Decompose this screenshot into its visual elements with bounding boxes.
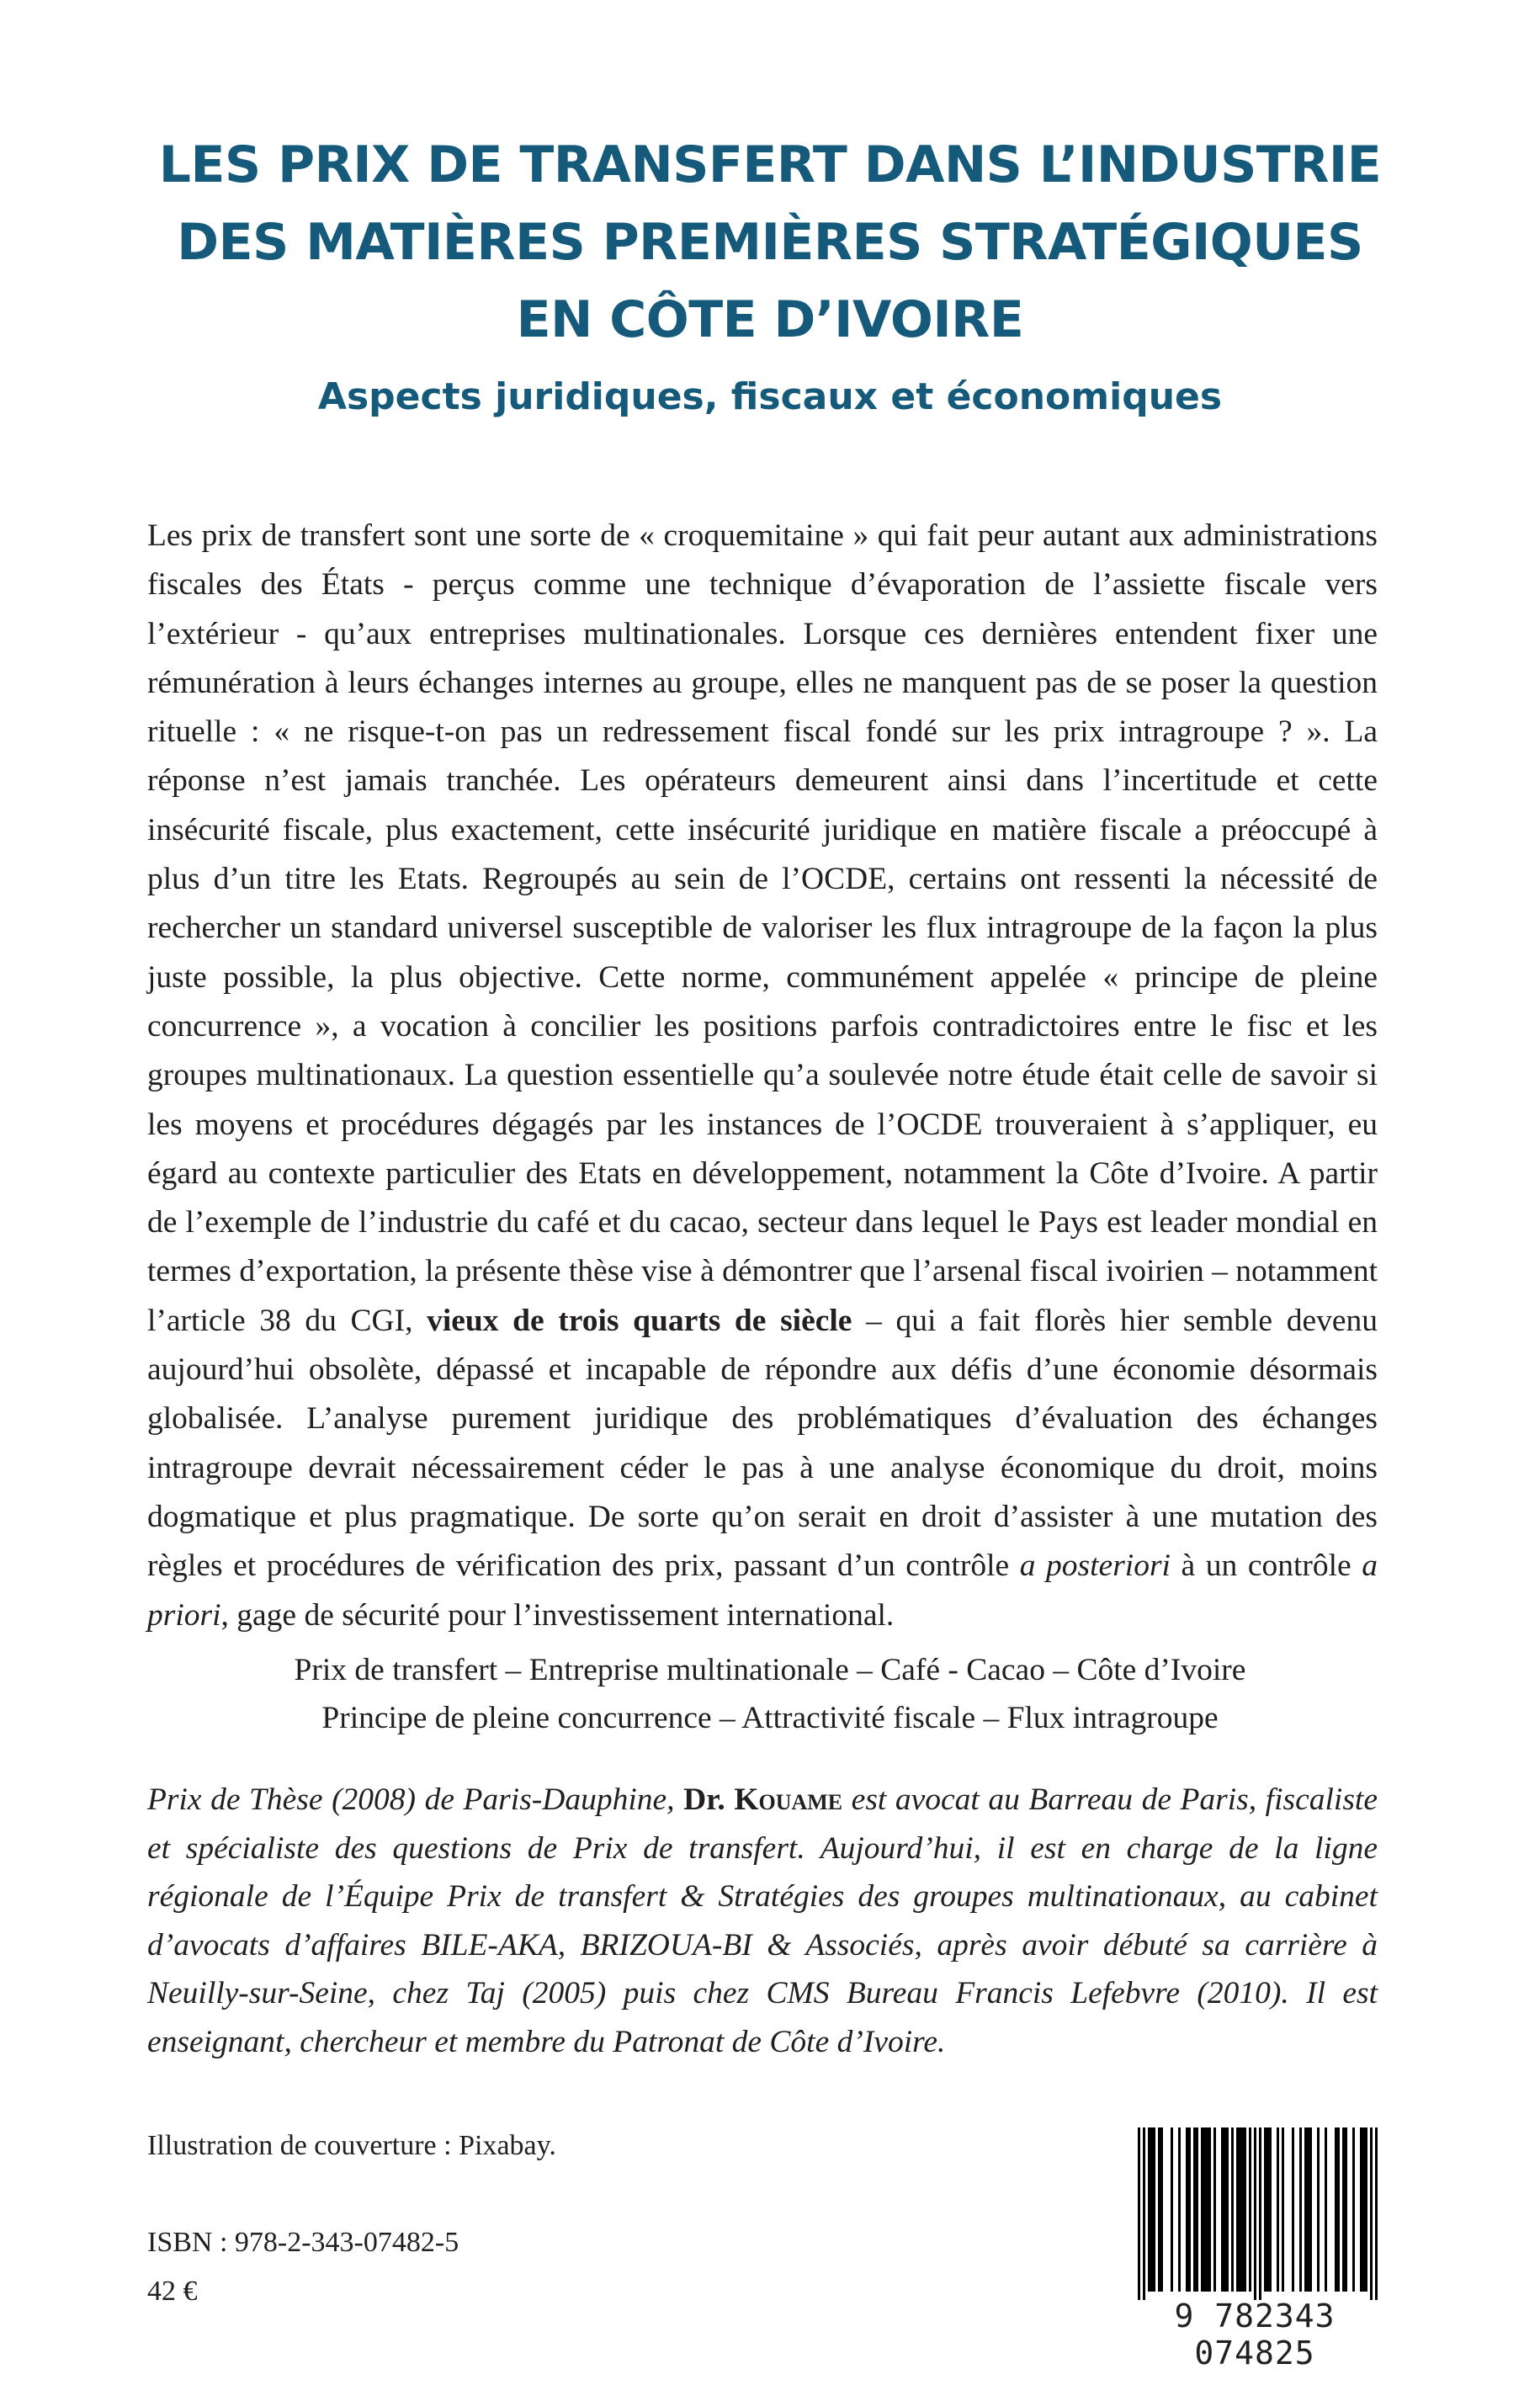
barcode-bar [1171,2127,1173,2292]
barcode-bar [1236,2127,1246,2292]
barcode-bar [1221,2127,1229,2292]
barcode-bar [1213,2127,1216,2292]
barcode-bar [1304,2127,1312,2292]
barcode-bar [1143,2127,1145,2300]
barcode [1116,2127,1394,2372]
barcode-bar [1264,2127,1272,2292]
barcode-bar [1138,2127,1140,2300]
barcode-digits: 9 782343 074825 [1174,2297,1336,2372]
barcode-bar [1231,2127,1234,2292]
title-line-2: DES MATIÈRES PREMIÈRES STRATÉGIQUES [177,213,1363,272]
abstract-paragraph [147,512,1378,1640]
author-title: Dr. [683,1782,725,1817]
author-surname: Kouame [734,1782,843,1817]
author-name [683,1782,842,1817]
barcode-bar [1178,2127,1181,2292]
author-bio [147,1776,1378,2066]
isbn: ISBN : 978-2-343-07482-5 [147,2227,459,2258]
barcode-bar [1282,2127,1284,2292]
cover-credit: Illustration de couverture : Pixabay. [147,2130,556,2161]
abstract-italic-priori: a priori [147,1548,1378,1633]
book-title [0,126,1540,359]
barcode-bar [1352,2127,1355,2292]
abstract-text-2: – qui a fait florès hier semble devenu aujourd’hui obsolète, dépassé et incapable de répondre aux défis d’une économie désormais globalisée. L’analyse purement juridique des problématiques d’évaluation des échanges intragroupe devrait nécessairement céder le pas à une analyse économique du droit, moins dogmatique et plus pragmatique. De sorte qu’on serait en droit d’assister à une mutation des règles et procédures de vérification des prix, passant d’un contrôle [147,1303,1378,1584]
keywords [0,1646,1540,1742]
barcode-bar [1375,2127,1378,2300]
barcode-bar [1249,2127,1251,2292]
barcode-bar [1193,2127,1198,2292]
title-line-3: EN CÔTE D’IVOIRE [516,290,1024,349]
bio-text-2: est avocat au Barreau de Paris, fiscaliste et spécialiste des questions de Prix de transfert. Aujourd’hui, il est en charge de la ligne régionale de l’Équipe Prix de transfert & Stratégies des groupes multinationaux, au cabinet d’avocats d’affaires BILE-AKA, BRIZOUA-BI & Associés, après avoir débuté sa carrière à Neuilly-sur-Seine, chez Taj (2005) puis chez CMS Bureau Francis Lefebvre (2010). Il est enseignant, chercheur et membre du Patronat de Côte d’Ivoire. [147,1782,1378,2059]
title-line-1: LES PRIX DE TRANSFERT DANS L’INDUSTRIE [158,135,1382,194]
barcode-bars [1116,2127,1394,2304]
barcode-bar [1317,2127,1320,2292]
barcode-bar [1325,2127,1327,2292]
barcode-bar [1335,2127,1340,2292]
bio-text-1: Prix de Thèse (2008) de Paris-Dauphine, [147,1782,684,1817]
barcode-bar [1299,2127,1302,2292]
abstract-text-3: à un contrôle [1170,1548,1362,1584]
abstract-italic-posteriori: a posteriori [1019,1548,1171,1584]
barcode-bar [1254,2127,1256,2300]
keywords-line-1: Prix de transfert – Entreprise multinationale – Café - Cacao – Côte d’Ivoire [294,1653,1246,1687]
barcode-bar [1201,2127,1211,2292]
barcode-bar [1370,2127,1373,2300]
book-subtitle: Aspects juridiques, fiscaux et économiques [317,375,1223,418]
barcode-bar [1342,2127,1347,2292]
barcode-bar [1158,2127,1163,2292]
barcode-bar [1186,2127,1191,2292]
barcode-bar [1148,2127,1155,2292]
keywords-line-2: Principe de pleine concurrence – Attractivité fiscale – Flux intragroupe [321,1701,1219,1735]
abstract-bold-phrase: vieux de trois quarts de siècle [427,1303,852,1338]
abstract-text-4: , gage de sécurité pour l’investissement international. [220,1597,895,1633]
price: 42 € [147,2276,198,2307]
abstract-text-1: Les prix de transfert sont une sorte de « croquemitaine » qui fait peur autant aux administrations fiscales des États - perçus comme une technique d’évaporation de l’assiette fiscale vers l’extérieur - qu’aux entreprises multinationales. Lorsque ces dernières entendent fixer une rémunération à leurs échanges internes au groupe, elles ne manquent pas de se poser la question rituelle : « ne risque-t-on pas un redressement fiscal fondé sur les prix intragroupe ? ». La réponse n’est jamais tranchée. Les opérateurs demeurent ainsi dans l’incertitude et cette insécurité fiscale, plus exactement, cette insécurité juridique en matière fiscale a préoccupé à plus d’un titre les Etats. Regroupés au sein de l’OCDE, certains ont ressenti la nécessité de rechercher un standard universel susceptible de valoriser les flux intragroupe de la façon la plus juste possible, la plus objective. Cette norme, communément appelée « principe de pleine concurrence », a vocation à concilier les positions parfois contradictoires entre le fisc et les groupes multinationaux. La question essentielle qu’a soulevée notre étude était celle de savoir si les moyens et procédures dégagés par les instances de l’OCDE trouveraient à s’appliquer, eu égard au contexte particulier des Etats en développement, notamment la Côte d’Ivoire. A partir de l’exemple de l’industrie du café et du cacao, secteur dans lequel le Pays est leader mondial en termes d’exportation, la présente thèse vise à démontrer que l’arsenal fiscal ivoirien – notamment l’article 38 du CGI, [147,518,1378,1338]
barcode-bar [1360,2127,1367,2292]
barcode-bar [1292,2127,1294,2292]
barcode-bar [1259,2127,1261,2300]
barcode-bar [1277,2127,1279,2292]
